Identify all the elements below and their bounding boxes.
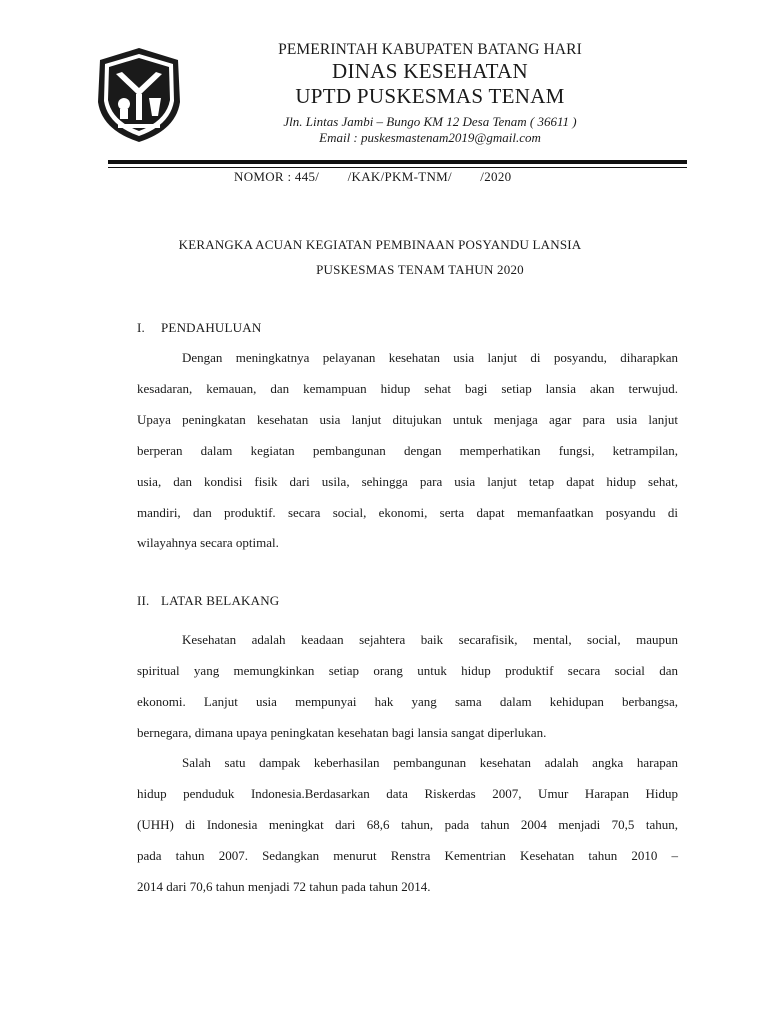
text-line: hidup penduduk Indonesia.Berdasarkan data Riskerdas 2007, Umur Harapan Hidup: [137, 785, 678, 801]
regency-emblem-logo: [96, 46, 182, 144]
text-line: ekonomi. Lanjut usia mempunyai hak yang sama dalam kehidupan berbangsa,: [137, 693, 678, 709]
section-number: II.: [137, 593, 150, 608]
section-number: I.: [137, 320, 145, 335]
text-line: Kesehatan adalah keadaan sejahtera baik secarafisik, mental, social, maupun: [182, 632, 678, 647]
text-line: mandiri, dan produktif. secara social, ekonomi, serta dapat memanfaatkan posyandu di: [137, 504, 678, 520]
text-line: pada tahun 2007. Sedangkan menurut Renstra Kementrian Kesehatan tahun 2010 –: [137, 847, 678, 863]
document-number: NOMOR : 445/ /KAK/PKM-TNM/ /2020: [234, 169, 512, 184]
title-line-2: PUSKESMAS TENAM TAHUN 2020: [316, 262, 524, 277]
letterhead-address: Jln. Lintas Jambi – Bungo KM 12 Desa Tenam ( 36611 ): [283, 114, 577, 129]
letterhead-government: PEMERINTAH KABUPATEN BATANG HARI: [278, 41, 582, 58]
letterhead-agency: DINAS KESEHATAN: [332, 59, 528, 83]
section-title: PENDAHULUAN: [161, 320, 262, 335]
text-line: berperan dalam kegiatan pembangunan dengan memperhatikan fungsi, ketrampilan,: [137, 442, 678, 458]
text-line: bernegara, dimana upaya peningkatan kesehatan bagi lansia sangat diperlukan.: [137, 724, 547, 740]
text-line: Upaya peningkatan kesehatan usia lanjut ditujukan untuk menjaga agar para usia lanjut: [137, 411, 678, 427]
text-line: 2014 dari 70,6 tahun menjadi 72 tahun pada tahun 2014.: [137, 878, 431, 894]
letterhead-email: Email : puskesmastenam2019@gmail.com: [319, 130, 541, 145]
text-line: wilayahnya secara optimal.: [137, 535, 279, 551]
section-title: LATAR BELAKANG: [161, 593, 280, 608]
title-line-1: KERANGKA ACUAN KEGIATAN PEMBINAAN POSYANDU LANSIA: [178, 237, 582, 252]
letterhead-divider-thick: [108, 160, 687, 164]
paragraph-pendahuluan: [137, 343, 678, 559]
section-heading-pendahuluan: [137, 320, 261, 336]
text-line: usia, dan kondisi fisik dari usila, sehingga para usia lanjut tetap dapat hidup sehat,: [137, 473, 678, 489]
document-title: [130, 232, 630, 282]
letterhead: [200, 40, 660, 146]
text-line: Salah satu dampak keberhasilan pembangunan kesehatan adalah angka harapan: [182, 755, 678, 770]
letterhead-unit: UPTD PUSKESMAS TENAM: [295, 84, 565, 108]
paragraph-latar-belakang-2: [137, 748, 678, 903]
section-heading-latar-belakang: [137, 593, 279, 609]
text-line: spiritual yang memungkinkan setiap orang untuk hidup produktif secara social dan: [137, 662, 678, 678]
paragraph-latar-belakang-1: [137, 625, 678, 749]
text-line: Dengan meningkatnya pelayanan kesehatan usia lanjut di posyandu, diharapkan: [182, 350, 678, 365]
text-line: (UHH) di Indonesia meningkat dari 68,6 tahun, pada tahun 2004 menjadi 70,5 tahun,: [137, 816, 678, 832]
text-line: kesadaran, kemauan, dan kemampuan hidup sehat bagi setiap lansia akan terwujud.: [137, 380, 678, 396]
letterhead-divider-thin: [108, 167, 687, 168]
